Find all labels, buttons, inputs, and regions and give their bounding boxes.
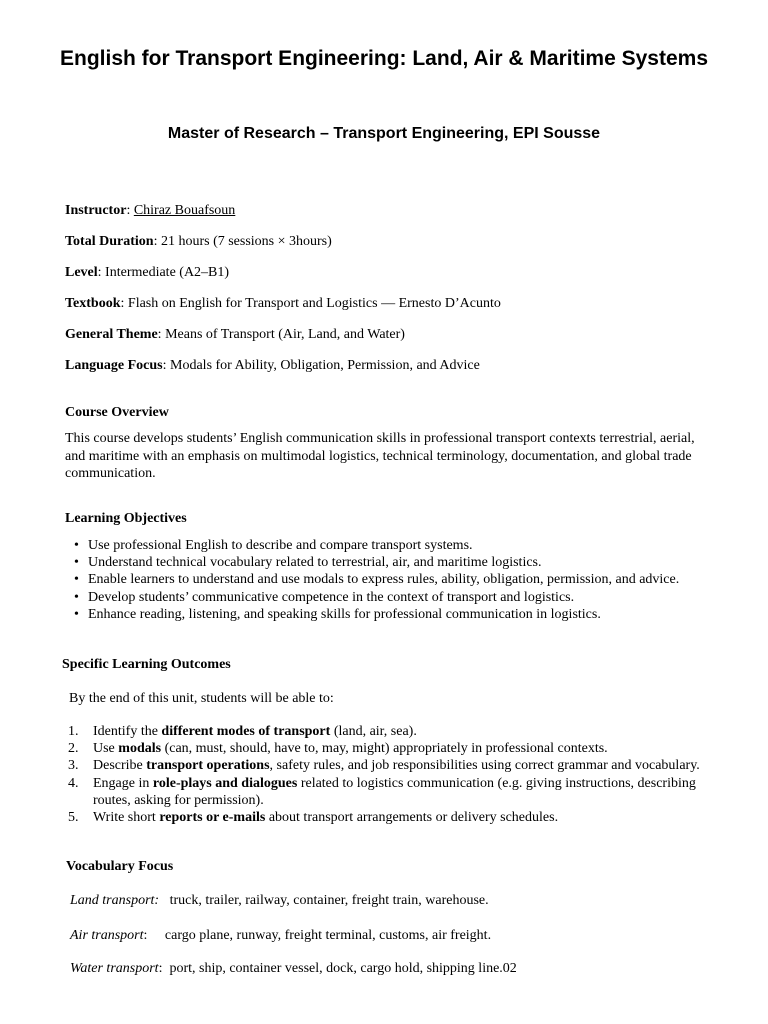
outcome-emphasis: modals [118, 741, 162, 757]
outcome-text: Write short [93, 810, 160, 826]
vocab-land [70, 892, 489, 910]
meta-instructor: Instructor: Chiraz Bouafsoun [65, 203, 236, 218]
level-label: Level [65, 265, 98, 280]
vocab-water [70, 960, 517, 978]
vocab-land-terms: truck, trailer, railway, container, freight train, warehouse. [159, 893, 489, 908]
outcomes-intro: By the end of this unit, students will be able to: [69, 691, 334, 706]
vocabulary-heading: Vocabulary Focus [66, 859, 174, 874]
outcome-item [68, 740, 728, 757]
outcome-item [68, 757, 728, 774]
textbook-label: Textbook [65, 296, 121, 311]
theme-label: General Theme [65, 327, 158, 342]
vocab-land-label: Land transport: [70, 893, 160, 908]
document-subtitle: Master of Research – Transport Engineering, EPI Sousse [167, 125, 601, 142]
overview-heading: Course Overview [65, 405, 169, 420]
instructor-label: Instructor [65, 203, 127, 218]
outcomes-heading: Specific Learning Outcomes [62, 657, 231, 672]
vocab-water-terms: : port, ship, container vessel, dock, cargo hold, shipping line.02 [158, 961, 517, 976]
focus-label: Language Focus [65, 358, 163, 373]
outcome-text: Engage in [93, 775, 153, 791]
outcome-emphasis: different modes of transport [161, 724, 331, 739]
outcome-emphasis: transport operations [146, 758, 270, 774]
vocab-water-label: Water transport [70, 961, 159, 976]
outcome-text: , safety rules, and job responsibilities using correct grammar and vocabulary. [269, 758, 700, 774]
meta-textbook: Textbook: Flash on English for Transport and Logistics — Ernesto D’Acunto [65, 296, 501, 311]
outcome-number: 5. [68, 810, 79, 826]
outcome-number: 2. [68, 741, 79, 757]
outcome-text: related to logistics communication (e.g. giving instructions, describing routes, asking for permission). [93, 775, 696, 808]
theme-value: Means of Transport (Air, Land, and Water) [165, 327, 405, 342]
outcome-text: (land, air, sea). [330, 724, 417, 739]
meta-language-focus: Language Focus: Modals for Ability, Obligation, Permission, and Advice [65, 358, 480, 373]
overview-text: This course develops students’ English communication skills in professional transport contexts terrestrial, aerial, and maritime with an emphasis on multimodal logistics, technical terminology, documentation, and global trade communication. [65, 431, 695, 481]
outcome-text: Describe [93, 758, 147, 774]
objective-item: • Understand technical vocabulary related to terrestrial, air, and maritime logistics. [62, 554, 712, 571]
objective-item: • Enable learners to understand and use modals to express rules, ability, obligation, permission, and advice. [62, 571, 712, 588]
objectives-heading: Learning Objectives [65, 511, 187, 526]
outcome-emphasis: role-plays and dialogues [152, 775, 298, 791]
vocab-air [70, 927, 491, 945]
objective-item: • Use professional English to describe and compare transport systems. [62, 537, 712, 554]
vocab-air-terms: : cargo plane, runway, freight terminal, customs, air freight. [143, 928, 492, 943]
outcome-item [68, 775, 728, 809]
outcome-emphasis: reports or e-mails [159, 810, 266, 826]
outcome-number: 1. [68, 724, 79, 739]
meta-duration: Total Duration: 21 hours (7 sessions × 3hours) [65, 234, 332, 249]
level-value: Intermediate (A2–B1) [105, 265, 230, 280]
outcome-number: 3. [68, 758, 79, 774]
outcome-item [68, 723, 728, 740]
outcome-text: (can, must, should, have to, may, might) appropriately in professional contexts. [161, 741, 608, 757]
objective-item: • Develop students’ communicative competence in the context of transport and logistics. [62, 589, 712, 606]
instructor-name: Chiraz Bouafsoun [133, 203, 236, 218]
objective-item: • Enhance reading, listening, and speaking skills for professional communication in logistics. [62, 606, 712, 623]
focus-value: Modals for Ability, Obligation, Permission, and Advice [170, 358, 480, 373]
document-title: English for Transport Engineering: Land, Air & Maritime Systems [60, 47, 708, 70]
outcome-text: Use [93, 741, 119, 757]
objectives-list [62, 537, 712, 623]
duration-label: Total Duration [65, 234, 154, 249]
outcome-text: Identify the [93, 724, 162, 739]
meta-level: Level: Intermediate (A2–B1) [65, 265, 230, 280]
meta-theme: General Theme: Means of Transport (Air, Land, and Water) [65, 327, 405, 342]
outcome-text: about transport arrangements or delivery schedules. [265, 810, 559, 826]
textbook-value: Flash on English for Transport and Logistics — Ernesto D’Acunto [127, 296, 501, 311]
outcomes-list [68, 723, 728, 826]
outcome-number: 4. [68, 775, 79, 791]
duration-value: 21 hours (7 sessions × 3hours) [160, 234, 332, 249]
outcome-item [68, 809, 728, 826]
vocab-air-label: Air transport [70, 928, 144, 943]
